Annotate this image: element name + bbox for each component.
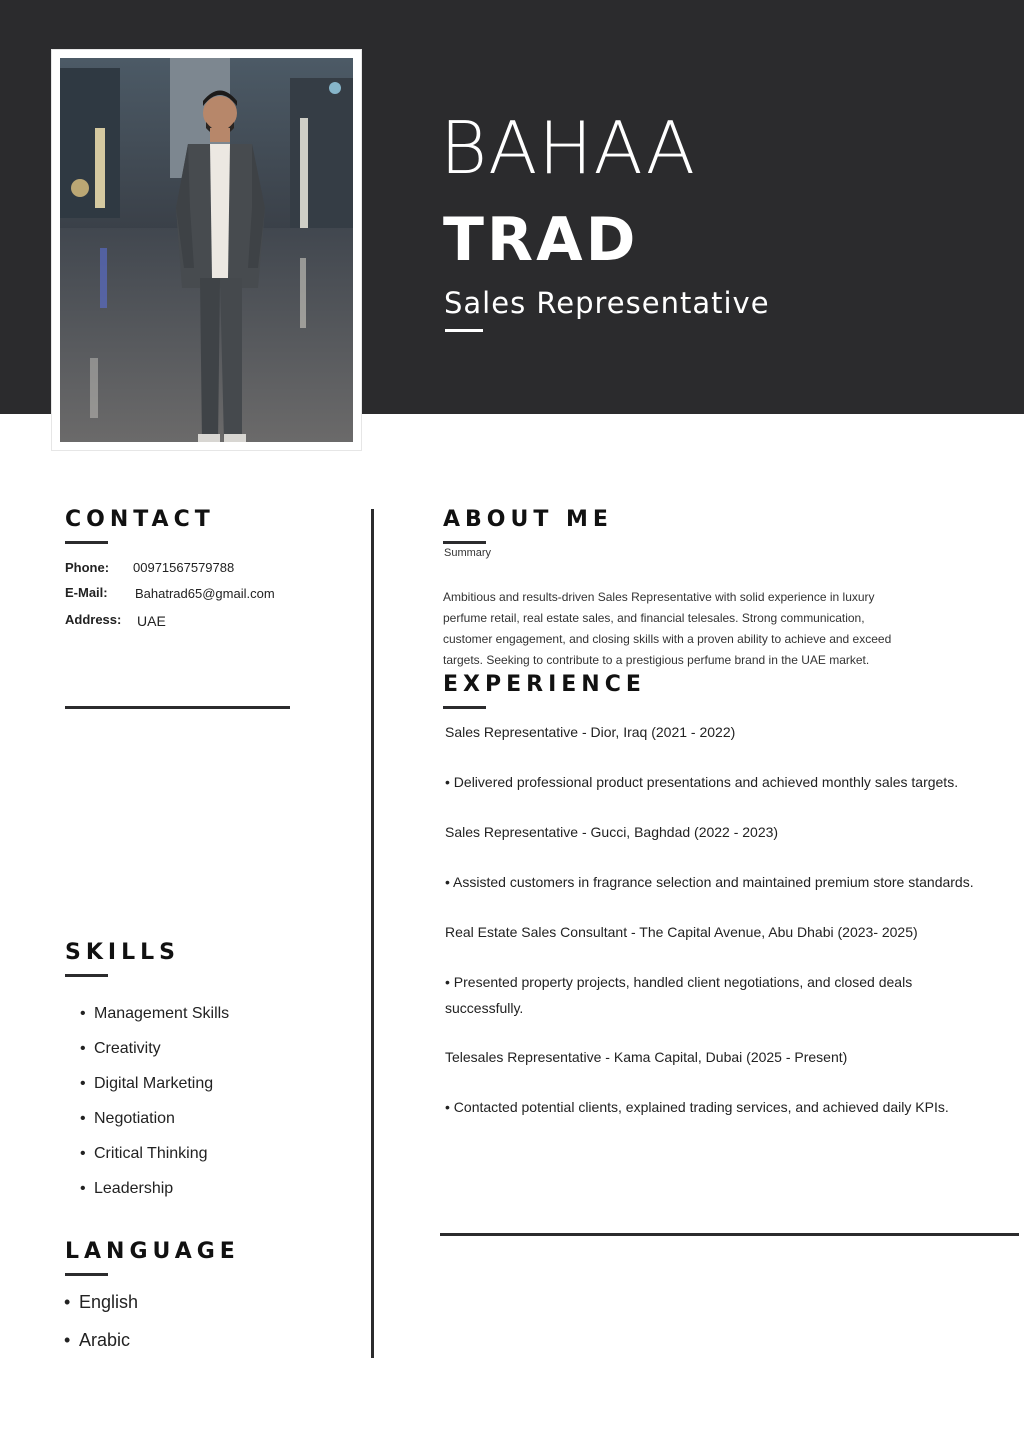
address-value: UAE	[137, 613, 166, 629]
skills-list	[80, 1003, 229, 1213]
skill-item: • Leadership	[80, 1178, 229, 1213]
last-name: TRAD	[443, 205, 639, 275]
summary-text: Ambitious and results-driven Sales Representative with solid experience in luxury perfume retail, real estate sales, and financial telesales. Strong communication, customer engagement, and closing skills with a proven ability to achieve and exceed targets. Seeking to contribute to a prestigious perfume brand in the UAE market.	[443, 590, 892, 667]
job-title: Sales Representative	[444, 286, 770, 320]
profile-photo	[60, 58, 353, 442]
skill-item: • Digital Marketing	[80, 1073, 229, 1108]
profile-photo-frame	[52, 50, 361, 450]
experience-detail: • Delivered professional product presentations and achieved monthly sales targets.	[445, 774, 959, 790]
email-label: E-Mail:	[65, 585, 108, 600]
experience-detail: • Assisted customers in fragrance selection and maintained premium store standards.	[445, 874, 974, 890]
language-heading: LANGUAGE	[65, 1239, 240, 1264]
language-heading-underline	[65, 1273, 108, 1276]
experience-role: Telesales Representative - Kama Capital, Dubai (2025 - Present)	[445, 1049, 848, 1065]
skill-item: • Critical Thinking	[80, 1143, 229, 1178]
phone-label: Phone:	[65, 560, 110, 575]
experience-heading: EXPERIENCE	[443, 672, 646, 697]
experience-divider	[440, 1233, 1019, 1236]
experience-detail: • Presented property projects, handled client negotiations, and closed deals successfully.	[445, 974, 913, 1016]
experience-role: Sales Representative - Dior, Iraq (2021 - 2022)	[445, 724, 736, 740]
address-label: Address:	[65, 612, 122, 627]
email-value: Bahatrad65@gmail.com	[135, 586, 275, 601]
summary-label: Summary	[444, 547, 492, 559]
language-list	[64, 1291, 138, 1367]
first-name: BAHAA	[440, 106, 697, 190]
about-heading: ABOUT ME	[443, 507, 613, 532]
language-item: • Arabic	[64, 1329, 138, 1367]
skill-item: • Negotiation	[80, 1108, 229, 1143]
skill-item: • Creativity	[80, 1038, 229, 1073]
column-divider	[371, 509, 374, 1358]
title-underline	[445, 329, 483, 332]
experience-detail: • Contacted potential clients, explained trading services, and achieved daily KPIs.	[445, 1099, 949, 1115]
skill-item: • Management Skills	[80, 1003, 229, 1038]
contact-divider	[65, 706, 290, 709]
skills-heading-underline	[65, 974, 108, 977]
experience-role: Sales Representative - Gucci, Baghdad (2022 - 2023)	[445, 824, 779, 840]
contact-heading: CONTACT	[65, 507, 215, 532]
experience-role: Real Estate Sales Consultant - The Capital Avenue, Abu Dhabi (2023- 2025)	[445, 924, 918, 940]
contact-heading-underline	[65, 541, 108, 544]
skills-heading: SKILLS	[65, 940, 180, 965]
about-heading-underline	[443, 541, 486, 544]
phone-value: 00971567579788	[133, 560, 235, 575]
experience-heading-underline	[443, 706, 486, 709]
language-item: • English	[64, 1291, 138, 1329]
